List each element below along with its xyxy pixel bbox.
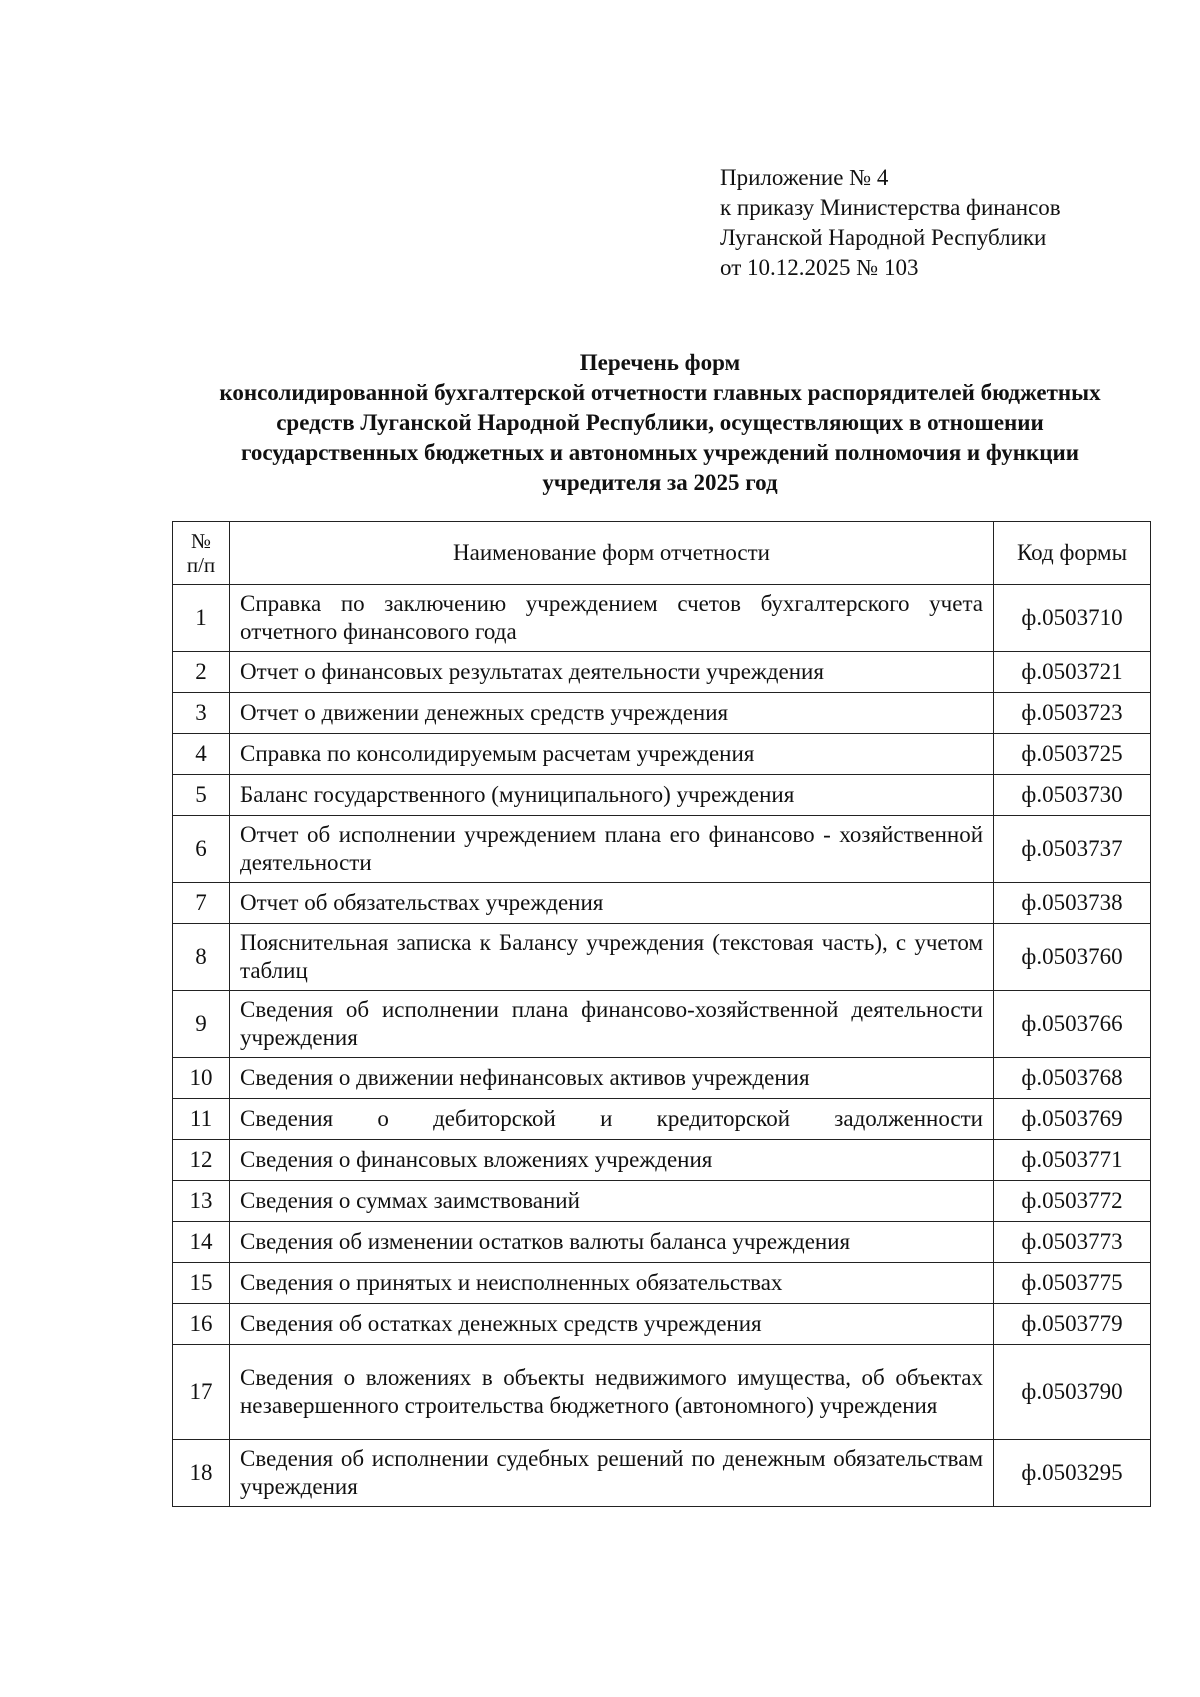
title-line: средств Луганской Народной Республики, осуществляющих в отношении — [276, 410, 1044, 435]
row-form-code: ф.0503721 — [994, 652, 1151, 693]
row-number: 9 — [173, 991, 230, 1058]
row-number: 11 — [173, 1099, 230, 1140]
table-header-row — [173, 522, 1151, 585]
row-number: 5 — [173, 775, 230, 816]
row-form-name: Отчет о движении денежных средств учреждения — [230, 693, 994, 734]
table-row — [173, 1140, 1151, 1181]
row-form-name: Справка по заключению учреждением счетов бухгалтерского учета отчетного финансового года — [230, 585, 994, 652]
table-row — [173, 883, 1151, 924]
row-form-name: Справка по консолидируемым расчетам учреждения — [230, 734, 994, 775]
row-number: 7 — [173, 883, 230, 924]
row-form-name: Сведения об исполнении судебных решений по денежным обязательствам учреждения — [230, 1440, 994, 1507]
row-form-name: Сведения о вложениях в объекты недвижимого имущества, об объектах незавершенного строительства бюджетного (автономного) учреждения — [230, 1345, 994, 1440]
table-row — [173, 585, 1151, 652]
row-number: 1 — [173, 585, 230, 652]
row-form-name: Сведения о финансовых вложениях учреждения — [230, 1140, 994, 1181]
table-row — [173, 991, 1151, 1058]
row-form-code: ф.0503779 — [994, 1304, 1151, 1345]
title-line: государственных бюджетных и автономных учреждений полномочия и функции — [240, 440, 1080, 465]
row-form-code: ф.0503771 — [994, 1140, 1151, 1181]
row-number: 12 — [173, 1140, 230, 1181]
row-form-code: ф.0503769 — [994, 1099, 1151, 1140]
row-form-name: Сведения о принятых и неисполненных обязательствах — [230, 1263, 994, 1304]
table-row — [173, 1345, 1151, 1440]
row-number: 4 — [173, 734, 230, 775]
appendix-line: от 10.12.2025 № 103 — [720, 255, 919, 280]
row-number: 17 — [173, 1345, 230, 1440]
title-line: Перечень форм — [579, 350, 741, 375]
row-form-code: ф.0503723 — [994, 693, 1151, 734]
header-form-code: Код формы — [994, 522, 1151, 585]
row-form-name: Баланс государственного (муниципального) учреждения — [230, 775, 994, 816]
document-title — [160, 348, 1160, 498]
row-form-name: Отчет о финансовых результатах деятельности учреждения — [230, 652, 994, 693]
row-form-code: ф.0503295 — [994, 1440, 1151, 1507]
row-form-code: ф.0503725 — [994, 734, 1151, 775]
header-number-symbol: № — [190, 529, 212, 553]
table-row — [173, 1440, 1151, 1507]
row-number: 10 — [173, 1058, 230, 1099]
row-form-code: ф.0503766 — [994, 991, 1151, 1058]
row-number: 14 — [173, 1222, 230, 1263]
row-form-name: Сведения об изменении остатков валюты баланса учреждения — [230, 1222, 994, 1263]
row-form-code: ф.0503738 — [994, 883, 1151, 924]
table-row — [173, 1304, 1151, 1345]
header-number — [173, 522, 230, 585]
row-form-name: Сведения об исполнении плана финансово-хозяйственной деятельности учреждения — [230, 991, 994, 1058]
table-row — [173, 1181, 1151, 1222]
row-form-code: ф.0503772 — [994, 1181, 1151, 1222]
table-row — [173, 652, 1151, 693]
table-row — [173, 924, 1151, 991]
table-row — [173, 816, 1151, 883]
table-row — [173, 1058, 1151, 1099]
title-line: учредителя за 2025 год — [542, 470, 778, 495]
row-number: 13 — [173, 1181, 230, 1222]
row-number: 15 — [173, 1263, 230, 1304]
row-number: 8 — [173, 924, 230, 991]
row-form-name: Сведения о дебиторской и кредиторской задолженности — [230, 1099, 994, 1140]
table-row — [173, 693, 1151, 734]
row-number: 6 — [173, 816, 230, 883]
row-form-code: ф.0503710 — [994, 585, 1151, 652]
row-form-name: Сведения об остатках денежных средств учреждения — [230, 1304, 994, 1345]
row-form-name: Сведения о суммах заимствований — [230, 1181, 994, 1222]
header-form-name: Наименование форм отчетности — [230, 522, 994, 585]
appendix-line: к приказу Министерства финансов — [720, 195, 1061, 220]
forms-table — [172, 521, 1151, 1507]
row-form-code: ф.0503775 — [994, 1263, 1151, 1304]
row-form-name: Отчет об исполнении учреждением плана его финансово - хозяйственной деятельности — [230, 816, 994, 883]
table-row — [173, 734, 1151, 775]
header-number-abbr: п/п — [186, 553, 216, 577]
row-form-code: ф.0503760 — [994, 924, 1151, 991]
row-form-code: ф.0503768 — [994, 1058, 1151, 1099]
row-form-code: ф.0503737 — [994, 816, 1151, 883]
row-form-code: ф.0503773 — [994, 1222, 1151, 1263]
row-form-name: Пояснительная записка к Балансу учреждения (текстовая часть), с учетом таблиц — [230, 924, 994, 991]
table-row — [173, 1099, 1151, 1140]
title-line: консолидированной бухгалтерской отчетности главных распорядителей бюджетных — [219, 380, 1101, 405]
row-number: 2 — [173, 652, 230, 693]
appendix-line: Приложение № 4 — [720, 165, 889, 190]
row-form-code: ф.0503730 — [994, 775, 1151, 816]
row-form-name: Сведения о движении нефинансовых активов учреждения — [230, 1058, 994, 1099]
row-number: 3 — [173, 693, 230, 734]
row-form-name: Отчет об обязательствах учреждения — [230, 883, 994, 924]
table-row — [173, 775, 1151, 816]
appendix-block — [720, 163, 1061, 283]
table-row — [173, 1263, 1151, 1304]
appendix-line: Луганской Народной Республики — [720, 225, 1047, 250]
row-number: 18 — [173, 1440, 230, 1507]
row-number: 16 — [173, 1304, 230, 1345]
table-row — [173, 1222, 1151, 1263]
row-form-code: ф.0503790 — [994, 1345, 1151, 1440]
